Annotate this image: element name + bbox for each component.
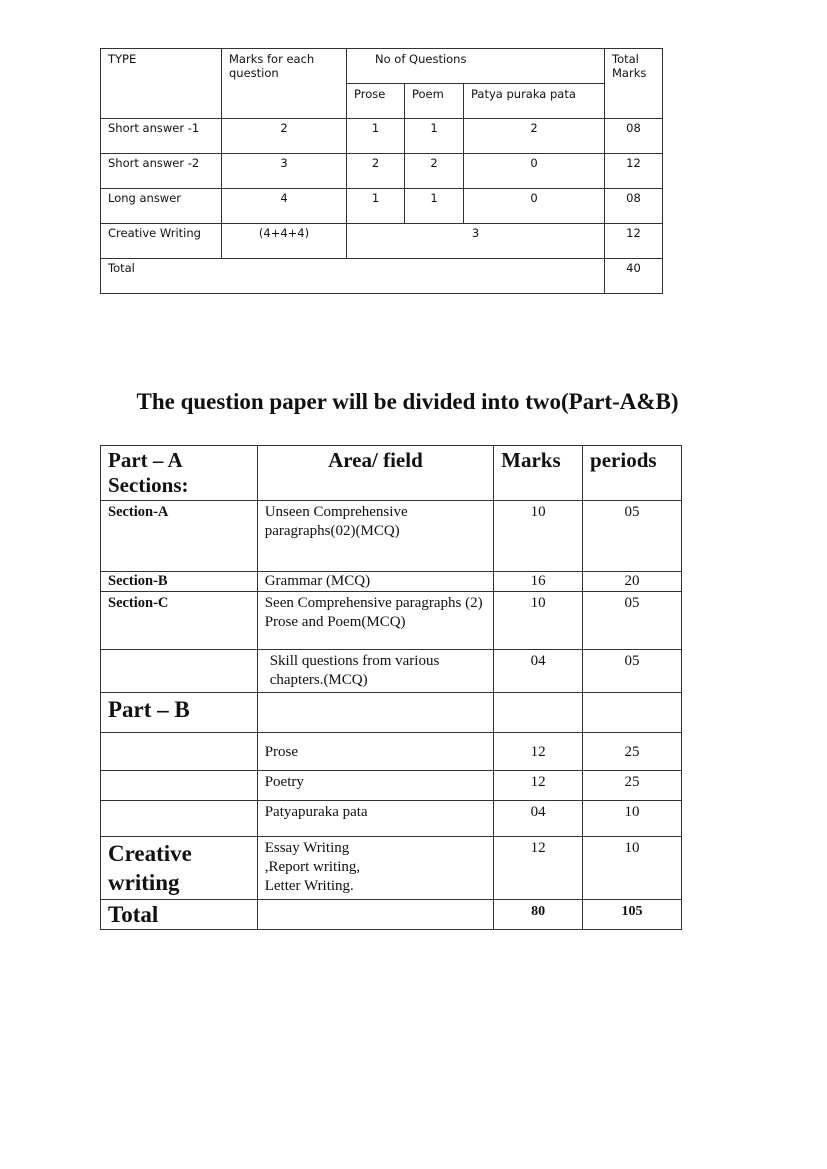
area-line: Letter Writing. [264,878,354,894]
row-total: 12 [605,224,663,259]
row-poem: 1 [405,119,464,154]
table-row [101,801,682,837]
row-marks: 2 [222,119,347,154]
periods-cell: 25 [583,771,682,801]
row-prose: 2 [347,154,405,189]
area-cell: Unseen Comprehensive paragraphs(02)(MCQ) [257,501,493,572]
total-value: 40 [605,259,663,294]
marks-cell: 04 [494,650,583,693]
row-type: Short answer -1 [101,119,222,154]
section-label: Section-A [101,501,258,572]
patya-header: Patya puraka pata [464,84,605,119]
table-row [101,650,682,693]
table-row [101,771,682,801]
table-row [101,224,663,259]
marks-header: Marks [494,446,583,501]
creative-label-line: writing [108,870,180,895]
marks-distribution-table [100,48,663,294]
periods-cell: 05 [583,501,682,572]
row-type: Short answer -2 [101,154,222,189]
area-cell: Grammar (MCQ) [257,572,493,592]
periods-cell: 10 [583,801,682,837]
row-patya: 2 [464,119,605,154]
row-marks: 4 [222,189,347,224]
section-label [101,650,258,693]
row-prose: 1 [347,189,405,224]
area-cell: Prose [257,733,493,771]
area-line: Essay Writing [264,840,350,856]
periods-cell: 05 [583,650,682,693]
periods-cell: 10 [583,837,682,900]
row-total: 12 [605,154,663,189]
row-total: 08 [605,189,663,224]
creative-label [101,837,258,900]
marks-cell: 04 [494,801,583,837]
prose-header: Prose [347,84,405,119]
periods-cell: 05 [583,592,682,650]
no-questions-header: No of Questions [347,49,605,84]
marks-cell: 12 [494,771,583,801]
area-cell: Skill questions from various chapters.(MCQ) [257,650,493,693]
table-row [101,189,663,224]
row-poem: 2 [405,154,464,189]
periods-cell: 25 [583,733,682,771]
row-prose: 1 [347,119,405,154]
part-a-header: Part – A Sections: [101,446,258,501]
table-row [101,501,682,572]
row-patya: 0 [464,189,605,224]
total-marks-header: Total Marks [605,49,663,119]
section-label: Section-C [101,592,258,650]
part-b-label: Part – B [101,693,258,733]
row-type: Creative Writing [101,224,222,259]
type-header: TYPE [101,49,222,119]
row-marks: 3 [222,154,347,189]
area-line: ,Report writing, [264,859,361,875]
section-label: Section-B [101,572,258,592]
total-marks: 80 [494,900,583,930]
creative-label-line: Creative [108,841,192,866]
area-line: Seen Comprehensive paragraphs (2) [264,595,483,611]
part-sections-table [100,445,682,930]
area-cell: Poetry [257,771,493,801]
row-marks: (4+4+4) [222,224,347,259]
total-row [101,900,682,930]
periods-cell: 20 [583,572,682,592]
section-heading: The question paper will be divided into two(Part-A&B) [136,389,679,414]
area-cell [257,592,493,650]
total-row [101,259,663,294]
marks-each-header: Marks for each question [222,49,347,119]
table-row [101,572,682,592]
row-total: 08 [605,119,663,154]
row-patya: 0 [464,154,605,189]
poem-header: Poem [405,84,464,119]
area-header: Area/ field [257,446,493,501]
marks-cell: 10 [494,501,583,572]
table-row [101,592,682,650]
table-row [101,154,663,189]
total-label: Total [101,259,605,294]
total-label: Total [101,900,258,930]
total-periods: 105 [583,900,682,930]
row-poem: 1 [405,189,464,224]
marks-cell: 12 [494,837,583,900]
creative-row [101,837,682,900]
table-row [101,733,682,771]
part-b-row [101,693,682,733]
table-row [101,119,663,154]
marks-cell: 10 [494,592,583,650]
area-cell: Patyapuraka pata [257,801,493,837]
area-cell [257,837,493,900]
marks-cell: 16 [494,572,583,592]
marks-cell: 12 [494,733,583,771]
row-questions: 3 [347,224,605,259]
periods-header: periods [583,446,682,501]
area-line: Prose and Poem(MCQ) [264,614,406,630]
row-type: Long answer [101,189,222,224]
